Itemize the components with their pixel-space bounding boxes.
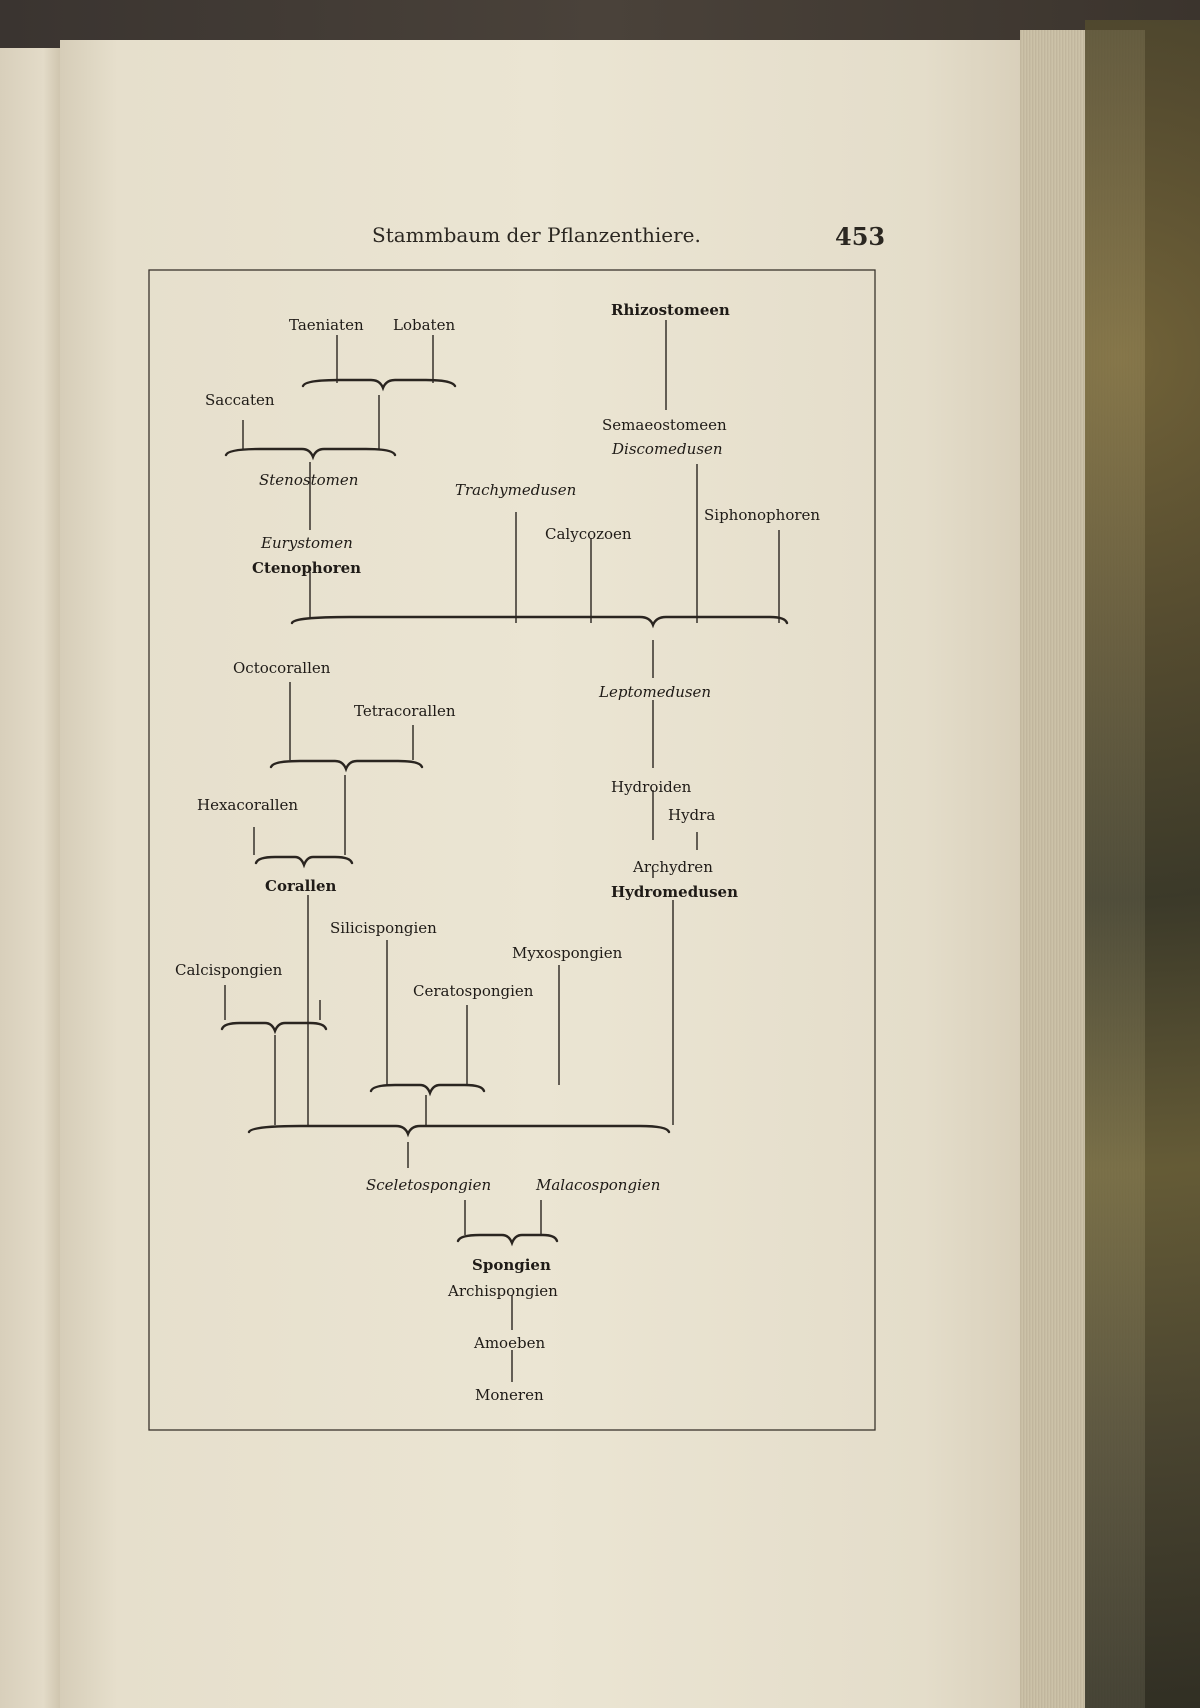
label-hydra: Hydra <box>668 806 716 824</box>
label-ceratospongien: Ceratospongien <box>413 982 534 1000</box>
label-ctenophoren: Ctenophoren <box>252 559 362 577</box>
label-spongien: Spongien <box>472 1256 551 1274</box>
label-hydromedusen: Hydromedusen <box>611 883 738 901</box>
label-rhizostomeen: Rhizostomeen <box>611 301 730 319</box>
tree-labels <box>175 301 820 1404</box>
label-trachymedusen: Trachymedusen <box>455 481 577 499</box>
label-amoeben: Amoeben <box>474 1334 546 1352</box>
label-siphonophoren: Siphonophoren <box>704 506 821 524</box>
label-saccaten: Saccaten <box>205 391 275 409</box>
label-eurystomen: Eurystomen <box>261 534 353 552</box>
label-lobaten: Lobaten <box>393 316 456 334</box>
label-calcispongien: Calcispongien <box>175 961 283 979</box>
label-corallen: Corallen <box>265 877 337 895</box>
running-title: Stammbaum der Pflanzenthiere. <box>372 223 701 247</box>
label-octocorallen: Octocorallen <box>233 659 331 677</box>
label-sceletospongien: Sceletospongien <box>366 1176 492 1194</box>
label-myxospongien: Myxospongien <box>512 944 623 962</box>
label-semaeostomeen: Semaeostomeen <box>602 416 727 434</box>
label-leptomedusen: Leptomedusen <box>599 683 712 701</box>
label-archispongien: Archispongien <box>448 1282 558 1300</box>
label-tetracorallen: Tetracorallen <box>354 702 456 720</box>
label-hydroiden: Hydroiden <box>611 778 692 796</box>
label-silicispongien: Silicispongien <box>330 919 437 937</box>
label-malacospongien: Malacospongien <box>536 1176 661 1194</box>
label-moneren: Moneren <box>475 1386 544 1404</box>
label-taeniaten: Taeniaten <box>289 316 364 334</box>
page-number: 453 <box>835 222 886 251</box>
label-archydren: Archydren <box>633 858 713 876</box>
label-discomedusen: Discomedusen <box>612 440 723 458</box>
label-stenostomen: Stenostomen <box>259 471 359 489</box>
label-hexacorallen: Hexacorallen <box>197 796 299 814</box>
label-calycozoen: Calycozoen <box>545 525 632 543</box>
